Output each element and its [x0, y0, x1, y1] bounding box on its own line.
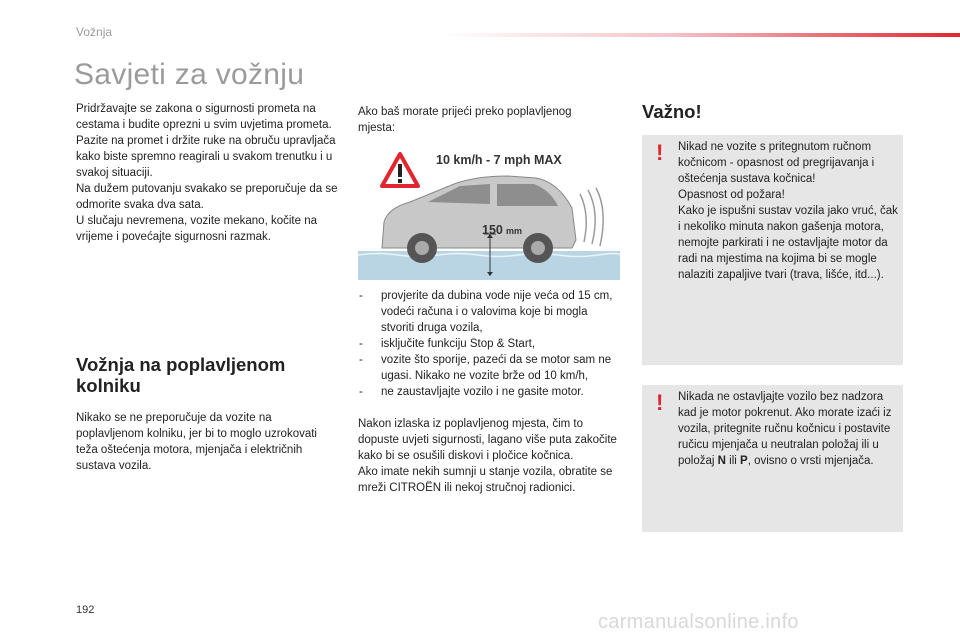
intro-paragraph: Pazite na promet i držite ruke na obruču upravljača kako biste spremno reagirali u svakom trenutku i u svakoj situaciji. — [76, 135, 336, 179]
warning-box-parking-brake — [642, 135, 903, 365]
speed-limit-label: 10 km/h - 7 mph MAX — [436, 153, 562, 167]
warning-paragraph: Kako je ispušni sustav vozila jako vruć, čak i nekoliko minuta nakon gašenja motora, nemojte parkirati i ne ostavljajte motor da radi na mjestima na kojima bi se mogle nalaziti zapaljive tvari (trava, lišće, itd...). — [678, 205, 898, 281]
list-item-text: provjerite da dubina vode nije veća od 15 cm, vodeći računa i o valovima koje bi mogla stvoriti druga vozila, — [381, 290, 613, 334]
intro-text — [76, 101, 338, 245]
list-dash: - — [359, 338, 363, 350]
list-item — [358, 288, 620, 336]
list-dash: - — [359, 386, 363, 398]
intro-paragraph: U slučaju nevremena, vozite mekano, kočite na vrijeme i povećajte sigurnosni razmak. — [76, 215, 317, 243]
warning-paragraph — [678, 389, 900, 469]
watermark: carmanualsonline.info — [598, 611, 799, 633]
warning-text-part: ili — [725, 455, 741, 467]
depth-unit: mm — [506, 226, 523, 236]
warning-paragraph: Opasnost od požara! — [678, 189, 785, 201]
flood-after-text — [358, 416, 620, 496]
flood-heading: Vožnja na poplavljenom kolniku — [76, 354, 286, 396]
list-item-text: isključite funkciju Stop & Start, — [381, 338, 536, 350]
list-item — [358, 384, 620, 400]
list-item-text: ne zaustavljajte vozilo i ne gasite motor. — [381, 386, 584, 398]
important-heading: Važno! — [642, 101, 702, 122]
list-dash: - — [359, 354, 363, 366]
exclamation-icon: ! — [656, 140, 664, 165]
warning-text — [678, 139, 900, 283]
list-dash: - — [359, 290, 363, 302]
page-number: 192 — [76, 604, 95, 616]
gear-p-label: P — [740, 455, 748, 467]
flood-illustration — [358, 144, 620, 280]
warning-box-unattended — [642, 385, 903, 532]
warning-text-part: , ovisno o vrsti mjenjača. — [747, 455, 874, 467]
flood-steps — [358, 288, 620, 400]
list-item-text: vozite što sporije, pazeći da se motor sam ne ugasi. Nikako ne vozite brže od 10 km/h, — [381, 354, 612, 382]
header-accent-line — [440, 33, 960, 37]
intro-paragraph: Na dužem putovanju svakako se preporučuje da se odmorite svaka dva sata. — [76, 183, 338, 211]
exclamation-icon: ! — [656, 390, 664, 415]
page-title: Savjeti za vožnju — [74, 58, 305, 91]
warning-paragraph: Nikad ne vozite s pritegnutom ručnom kočnicom - opasnost od pregrijavanja i oštećenja sustava kočnica! — [678, 141, 875, 185]
section-label: Vožnja — [76, 25, 113, 39]
warning-text-part: Nikada ne ostavljajte vozilo bez nadzora kad je motor pokrenut. Ako morate izaći iz vozila, pritegnite ručnu kočnicu i postavite ručicu mjenjača u neutralan položaj ili u položaj — [678, 391, 892, 467]
gear-n-label: N — [717, 455, 726, 467]
flood-intro: Ako baš morate prijeći preko poplavljenog mjesta: — [358, 106, 572, 134]
intro-paragraph: Pridržavajte se zakona o sigurnosti prometa na cestama i budite oprezni u svim uvjetima prometa. — [76, 103, 332, 131]
warning-text — [678, 389, 900, 469]
list-item — [358, 336, 620, 352]
list-item — [358, 352, 620, 384]
after-paragraph: Ako imate nekih sumnji u stanje vozila, obratite se mreži CITROËN ili nekoj stručnoj radionici. — [358, 466, 613, 494]
depth-value: 150 — [482, 223, 503, 237]
flood-text: Nikako se ne preporučuje da vozite na poplavljenom kolniku, jer bi to moglo uzrokovati teža oštećenja motora, mjenjača i električnih sustava vozila. — [76, 412, 317, 472]
after-paragraph: Nakon izlaska iz poplavljenog mjesta, čim to dopuste uvjeti sigurnosti, lagano više puta zakočite kako bi se osušili diskovi i pločice kočnica. — [358, 418, 617, 462]
